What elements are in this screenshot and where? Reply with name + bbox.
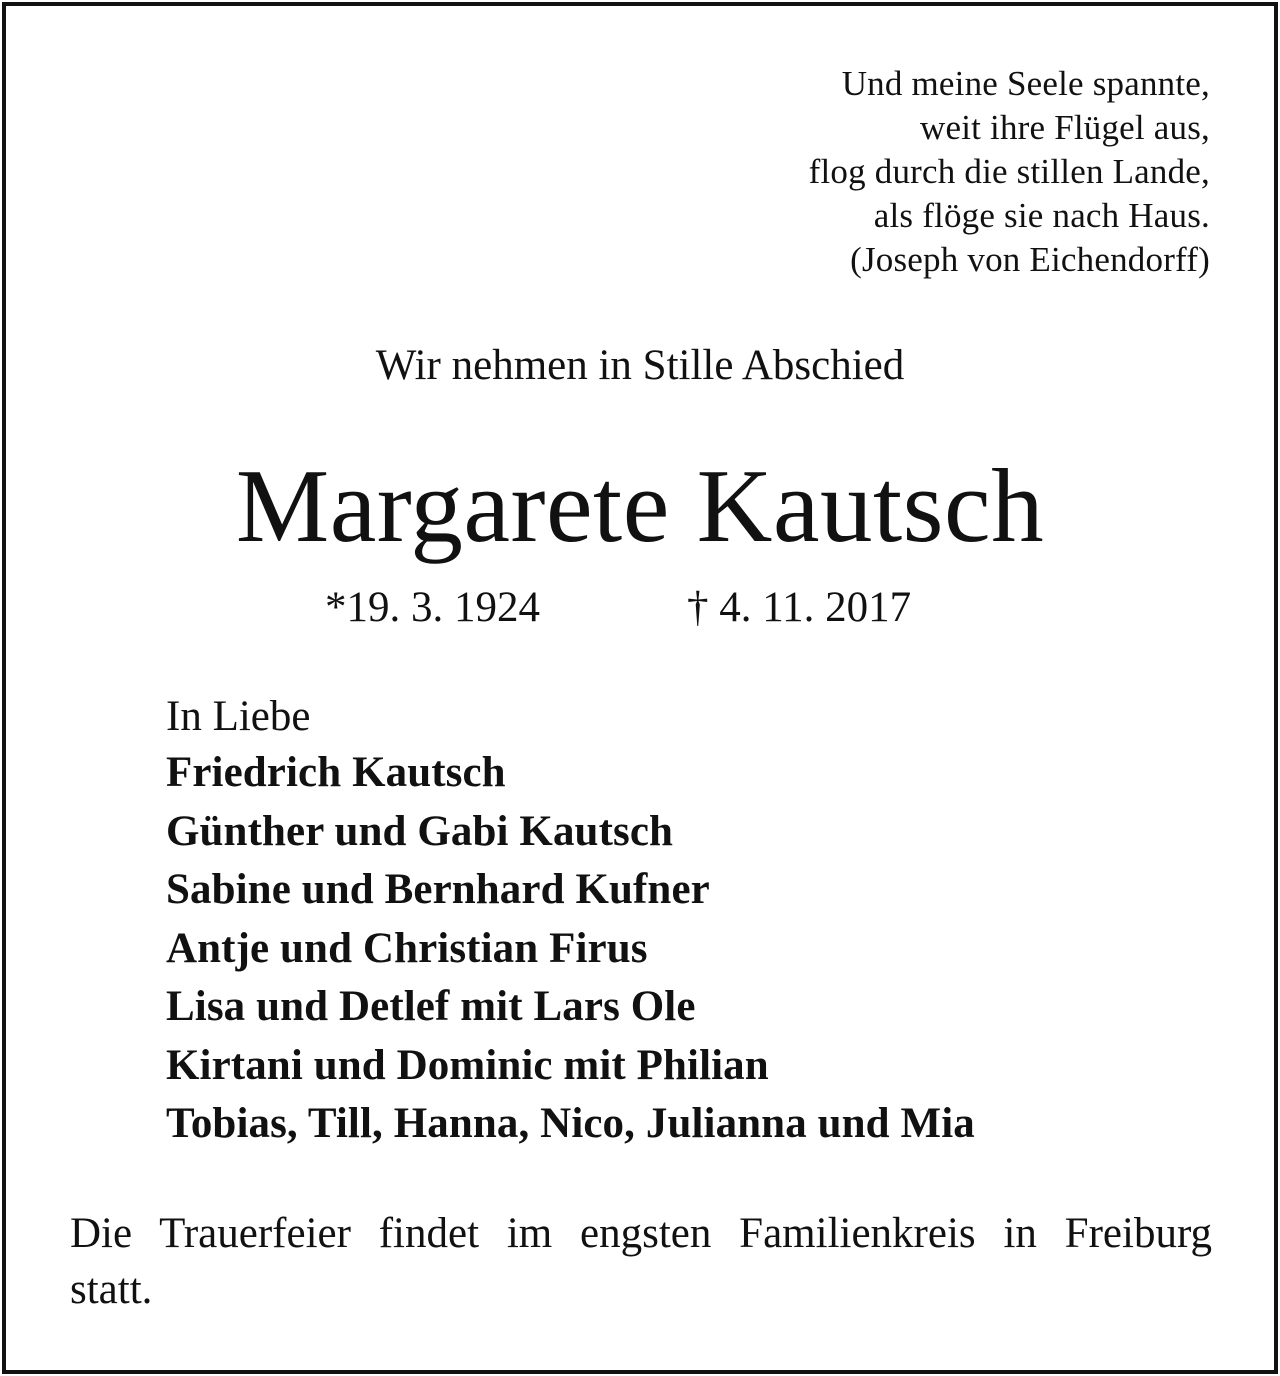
death-date: † 4. 11. 2017 (687, 584, 912, 631)
mourners-block (166, 690, 975, 1154)
intro-text: Wir nehmen in Stille Abschied (375, 342, 905, 389)
deceased-name: Margarete Kautsch (235, 447, 1045, 564)
mourner-name: Tobias, Till, Hanna, Nico, Julianna und Mia (166, 1100, 975, 1147)
life-dates (0, 580, 1280, 636)
funeral-notice: Die Trauerfeier findet im engsten Familienkreis in Freiburg statt. (70, 1210, 1212, 1313)
poem-line: als flöge sie nach Haus. (873, 196, 1210, 235)
mourners-lead: In Liebe (166, 693, 311, 740)
mourner-name: Günther und Gabi Kautsch (166, 807, 674, 855)
mourner-name: Sabine und Bernhard Kufner (166, 866, 710, 913)
poem-line: flog durch die stillen Lande, (808, 152, 1210, 191)
poem-line: Und meine Seele spannte, (841, 64, 1210, 103)
mourner-name: Lisa und Detlef mit Lars Ole (166, 983, 696, 1030)
poem-quote (809, 62, 1210, 282)
poem-author: (Joseph von Eichendorff) (850, 240, 1210, 279)
poem-line: weit ihre Flügel aus, (920, 108, 1210, 147)
mourner-name: Kirtani und Dominic mit Philian (166, 1041, 769, 1089)
mourner-name: Antje und Christian Firus (166, 924, 648, 972)
mourner-name: Friedrich Kautsch (166, 749, 506, 796)
mourners-list (166, 744, 975, 1154)
birth-date: *19. 3. 1924 (325, 584, 540, 631)
